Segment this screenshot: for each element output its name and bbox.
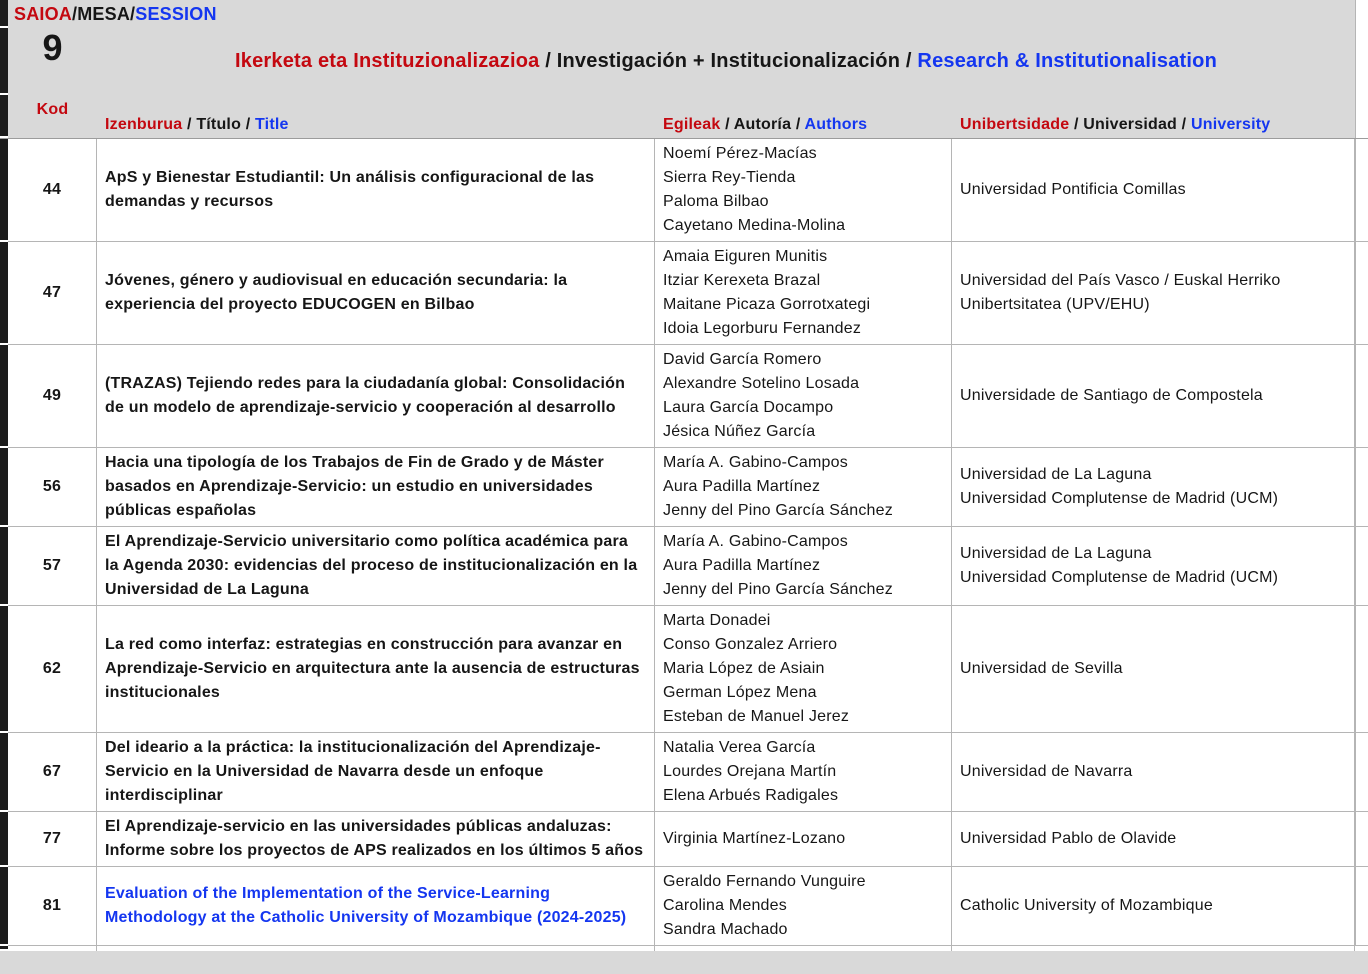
left-black-strip [0, 95, 8, 138]
university-line: Universidad Complutense de Madrid (UCM) [960, 569, 1279, 586]
empty-trailing-cell [1355, 0, 1368, 28]
col-header-authors-basque: Egileak [663, 116, 721, 133]
university-cell [952, 242, 1355, 345]
col-header-title-english: Title [255, 116, 289, 133]
empty-trailing-cell [1355, 28, 1368, 95]
left-black-strip [0, 139, 8, 242]
left-black-strip [0, 946, 8, 951]
author-line: Lourdes Orejana Martín [663, 763, 837, 780]
col-header-university-english: University [1190, 116, 1271, 133]
partial-next-row [0, 946, 1368, 951]
authors-cell [655, 812, 952, 867]
breadcrumb-basque: SAIOA [14, 3, 73, 24]
paper-title: La red como interfaz: estrategias en construcción para avanzar en Aprendizaje-Servicio en arquitectura ante la ausencia de estructuras institucionales [97, 606, 655, 733]
col-header-kod: Kod [8, 95, 97, 138]
col-header-university [952, 95, 1355, 138]
col-header-authors-english: Authors [804, 116, 868, 133]
authors-cell [655, 527, 952, 606]
author-line: Maitane Picaza Gorrotxategi [663, 296, 871, 313]
empty-trailing-cell [1355, 242, 1368, 345]
university-cell [952, 812, 1355, 867]
row-code: 77 [8, 812, 97, 867]
left-black-strip [0, 812, 8, 867]
session-title [97, 28, 1355, 95]
university-cell [952, 527, 1355, 606]
table-row [0, 139, 1368, 242]
empty-trailing-cell [1355, 733, 1368, 812]
breadcrumb-english: SESSION [135, 3, 217, 24]
university-line: Universidad de Sevilla [960, 660, 1123, 677]
empty-trailing-cell [1355, 527, 1368, 606]
author-line: Carolina Mendes [663, 897, 787, 914]
session-title-separator: / [539, 50, 557, 72]
author-line: Elena Arbués Radigales [663, 787, 839, 804]
author-line: Geraldo Fernando Vunguire [663, 873, 866, 890]
col-header-authors-spanish: Autoría [733, 116, 792, 133]
author-line: Conso Gonzalez Arriero [663, 636, 838, 653]
university-cell [952, 606, 1355, 733]
university-cell [952, 448, 1355, 527]
col-header-separator: / [1069, 116, 1084, 133]
university-line: Universidade de Santiago de Compostela [960, 387, 1263, 404]
col-header-university-basque: Unibertsidade [960, 116, 1070, 133]
table-row [0, 606, 1368, 733]
session-title-separator: / [900, 50, 918, 72]
left-black-strip [0, 606, 8, 733]
left-black-strip [0, 867, 8, 946]
left-black-strip [0, 733, 8, 812]
university-line: Universidad del País Vasco / Euskal Herriko Unibertsitatea (UPV/EHU) [960, 272, 1281, 313]
col-header-separator: / [791, 116, 805, 133]
empty-trailing-cell [1355, 606, 1368, 733]
author-line: Jenny del Pino García Sánchez [663, 502, 893, 519]
empty-trailing-cell [1355, 95, 1368, 138]
paper-title: Evaluation of the Implementation of the Service-Learning Methodology at the Catholic University of Mozambique (2024-2025) [97, 867, 655, 946]
session-breadcrumb-row [0, 0, 1368, 28]
empty-trailing-cell [1355, 867, 1368, 946]
left-black-strip [0, 0, 8, 28]
author-line: Itziar Kerexeta Brazal [663, 272, 821, 289]
author-line: Noemí Pérez-Macías [663, 145, 817, 162]
col-header-authors [655, 95, 952, 138]
author-line: Maria López de Asiain [663, 660, 825, 677]
row-code: 81 [8, 867, 97, 946]
left-black-strip [0, 448, 8, 527]
empty-trailing-cell [1355, 139, 1368, 242]
paper-title: (TRAZAS) Tejiendo redes para la ciudadanía global: Consolidación de un modelo de aprendizaje-servicio y cooperación al desarrollo [97, 345, 655, 448]
breadcrumb-separator: / [72, 3, 78, 24]
university-cell [952, 867, 1355, 946]
author-line: Natalia Verea García [663, 739, 816, 756]
row-code: 62 [8, 606, 97, 733]
empty-trailing-cell [1355, 812, 1368, 867]
author-line: Virginia Martínez-Lozano [663, 830, 846, 847]
breadcrumb-spanish: MESA [77, 3, 131, 24]
row-code: 57 [8, 527, 97, 606]
table-row [0, 812, 1368, 867]
session-number: 9 [8, 28, 97, 95]
paper-title: Del ideario a la práctica: la institucionalización del Aprendizaje-Servicio en la Universidad de Navarra desde un enfoque interdisciplinar [97, 733, 655, 812]
author-line: David García Romero [663, 351, 822, 368]
university-cell [952, 733, 1355, 812]
author-line: Cayetano Medina-Molina [663, 217, 846, 234]
col-header-university-spanish: Universidad [1083, 116, 1178, 133]
author-line: Sierra Rey-Tienda [663, 169, 796, 186]
paper-title: ApS y Bienestar Estudiantil: Un análisis configuracional de las demandas y recursos [97, 139, 655, 242]
paper-title: Jóvenes, género y audiovisual en educación secundaria: la experiencia del proyecto EDUCOGEN en Bilbao [97, 242, 655, 345]
university-line: Universidad de Navarra [960, 763, 1133, 780]
author-line: María A. Gabino-Campos [663, 454, 848, 471]
author-line: Jenny del Pino García Sánchez [663, 581, 893, 598]
table-row [0, 345, 1368, 448]
table-row [0, 448, 1368, 527]
author-line: Alexandre Sotelino Losada [663, 375, 860, 392]
university-cell [952, 345, 1355, 448]
col-header-title-basque: Izenburua [105, 116, 183, 133]
breadcrumb-separator: / [130, 3, 136, 24]
author-line: Aura Padilla Martínez [663, 478, 821, 495]
left-black-strip [0, 242, 8, 345]
author-line: Paloma Bilbao [663, 193, 769, 210]
row-code: 49 [8, 345, 97, 448]
row-code: 67 [8, 733, 97, 812]
session-title-basque: Ikerketa eta Instituzionalizazioa [234, 50, 540, 72]
university-line: Catholic University of Mozambique [960, 897, 1213, 914]
session-breadcrumb [8, 0, 1355, 28]
empty-trailing-cell [1355, 448, 1368, 527]
university-line: Universidad Complutense de Madrid (UCM) [960, 490, 1279, 507]
authors-cell [655, 139, 952, 242]
session-title-row [0, 28, 1368, 95]
col-header-separator: / [182, 116, 197, 133]
row-code: 47 [8, 242, 97, 345]
left-black-strip [0, 345, 8, 448]
paper-title: Hacia una tipología de los Trabajos de Fin de Grado y de Máster basados en Aprendizaje-Servicio: un estudio en universidades públicas españolas [97, 448, 655, 527]
author-line: Idoia Legorburu Fernandez [663, 320, 862, 337]
column-header-row [0, 95, 1368, 139]
col-header-separator: / [720, 116, 734, 133]
col-header-title-spanish: Título [196, 116, 242, 133]
university-line: Universidad Pontificia Comillas [960, 181, 1186, 198]
author-line: Marta Donadei [663, 612, 771, 629]
table-row [0, 242, 1368, 345]
table-row [0, 867, 1368, 946]
university-line: Universidad de La Laguna [960, 545, 1152, 562]
authors-cell [655, 242, 952, 345]
left-black-strip [0, 527, 8, 606]
university-line: Universidad de La Laguna [960, 466, 1152, 483]
session-title-english: Research & Institutionalisation [917, 50, 1218, 72]
table-body [0, 139, 1368, 946]
author-line: Esteban de Manuel Jerez [663, 708, 850, 725]
author-line: Aura Padilla Martínez [663, 557, 821, 574]
paper-title: El Aprendizaje-Servicio universitario como política académica para la Agenda 2030: evidencias del proceso de institucionalización en la Universidad de La Laguna [97, 527, 655, 606]
session-title-spanish: Investigación + Institucionalización [556, 50, 901, 72]
author-line: Sandra Machado [663, 921, 788, 938]
author-line: Laura García Docampo [663, 399, 834, 416]
col-header-separator: / [241, 116, 255, 133]
authors-cell [655, 448, 952, 527]
col-header-separator: / [1177, 116, 1191, 133]
author-line: Jésica Núñez García [663, 423, 816, 440]
author-line: Amaia Eiguren Munitis [663, 248, 828, 265]
table-row [0, 733, 1368, 812]
authors-cell [655, 345, 952, 448]
authors-cell [655, 733, 952, 812]
university-line: Universidad Pablo de Olavide [960, 830, 1177, 847]
table-row [0, 527, 1368, 606]
col-header-title [97, 95, 655, 138]
left-black-strip [0, 28, 8, 95]
author-line: María A. Gabino-Campos [663, 533, 848, 550]
row-code: 56 [8, 448, 97, 527]
empty-trailing-cell [1355, 345, 1368, 448]
row-code: 44 [8, 139, 97, 242]
university-cell [952, 139, 1355, 242]
authors-cell [655, 606, 952, 733]
authors-cell [655, 867, 952, 946]
author-line: German López Mena [663, 684, 817, 701]
paper-title: El Aprendizaje-servicio en las universidades públicas andaluzas: Informe sobre los proyectos de APS realizados en los últimos 5 años [97, 812, 655, 867]
